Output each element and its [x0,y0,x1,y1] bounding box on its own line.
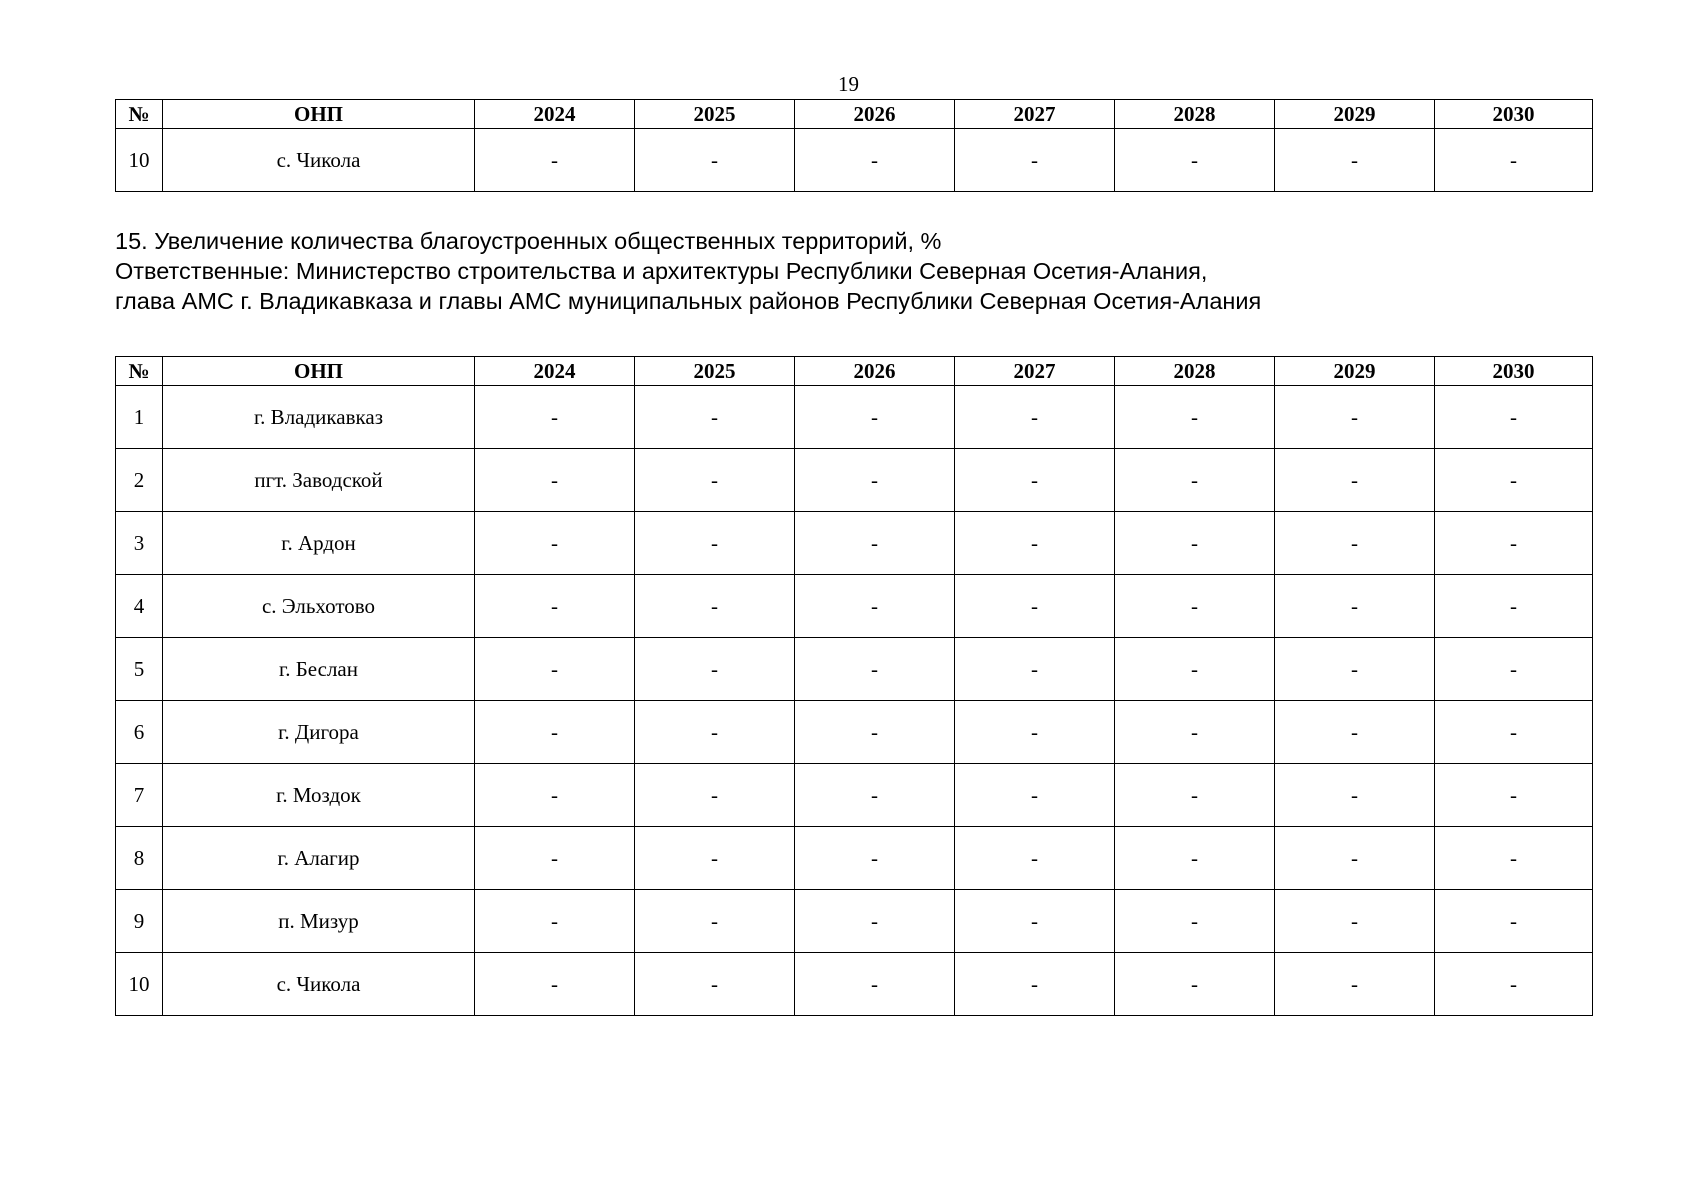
header-year: 2027 [955,100,1115,129]
row-number: 1 [116,386,163,449]
header-num: № [116,357,163,386]
year-value: - [1275,512,1435,575]
year-value: - [795,701,955,764]
year-value: - [1435,638,1593,701]
page-number: 19 [838,72,859,96]
year-value: - [955,638,1115,701]
year-value: - [795,953,955,1016]
year-value: - [955,575,1115,638]
year-value: - [1435,386,1593,449]
header-year: 2029 [1275,100,1435,129]
year-value: - [635,701,795,764]
year-value: - [475,827,635,890]
year-value: - [1275,638,1435,701]
responsible-line-2: глава АМС г. Владикавказа и главы АМС муниципальных районов Республики Северная Осетия-Алания [115,288,1262,314]
row-number: 8 [116,827,163,890]
header-year: 2027 [955,357,1115,386]
section-title: 15. Увеличение количества благоустроенных общественных территорий, % [115,228,942,254]
table-row [116,575,1593,638]
year-value: - [795,827,955,890]
table-header-row [116,100,1593,129]
year-value: - [1275,827,1435,890]
year-value: - [475,449,635,512]
year-value: - [795,890,955,953]
settlement-name: г. Ардон [163,512,475,575]
table-row [116,764,1593,827]
year-value: - [1435,701,1593,764]
year-value: - [635,449,795,512]
top-table [115,99,1593,192]
table-row [116,701,1593,764]
settlement-name: г. Моздок [163,764,475,827]
row-number: 5 [116,638,163,701]
header-year: 2028 [1115,357,1275,386]
settlement-name: г. Алагир [163,827,475,890]
year-value: - [1435,129,1593,192]
year-value: - [1275,764,1435,827]
top-table-body [116,129,1593,192]
table-row [116,512,1593,575]
main-table [115,356,1593,1016]
settlement-name: с. Эльхотово [163,575,475,638]
row-number: 10 [116,953,163,1016]
settlement-name: с. Чикола [163,953,475,1016]
year-value: - [475,575,635,638]
year-value: - [1435,890,1593,953]
row-number: 9 [116,890,163,953]
table-row [116,386,1593,449]
year-value: - [1115,129,1275,192]
header-year: 2028 [1115,100,1275,129]
year-value: - [475,890,635,953]
year-value: - [955,953,1115,1016]
header-num: № [116,100,163,129]
header-year: 2026 [795,357,955,386]
year-value: - [795,638,955,701]
row-number: 3 [116,512,163,575]
year-value: - [475,129,635,192]
table-row [116,890,1593,953]
year-value: - [1115,827,1275,890]
year-value: - [1115,764,1275,827]
header-year: 2030 [1435,357,1593,386]
year-value: - [1275,575,1435,638]
year-value: - [1275,890,1435,953]
year-value: - [1435,827,1593,890]
year-value: - [475,701,635,764]
table-header-row [116,357,1593,386]
year-value: - [1115,890,1275,953]
year-value: - [475,764,635,827]
year-value: - [1435,764,1593,827]
header-onp: ОНП [163,357,475,386]
year-value: - [795,129,955,192]
year-value: - [955,449,1115,512]
year-value: - [1275,953,1435,1016]
table-row [116,129,1593,192]
header-year: 2025 [635,357,795,386]
year-value: - [955,129,1115,192]
main-table-body [116,386,1593,1016]
row-number: 10 [116,129,163,192]
year-value: - [635,129,795,192]
year-value: - [1115,638,1275,701]
year-value: - [1435,449,1593,512]
year-value: - [955,512,1115,575]
year-value: - [475,386,635,449]
header-year: 2024 [475,100,635,129]
section-heading [115,226,1261,316]
settlement-name: пгт. Заводской [163,449,475,512]
year-value: - [1275,386,1435,449]
settlement-name: г. Беслан [163,638,475,701]
year-value: - [955,890,1115,953]
year-value: - [1115,449,1275,512]
year-value: - [1115,386,1275,449]
year-value: - [795,764,955,827]
year-value: - [955,827,1115,890]
year-value: - [475,953,635,1016]
year-value: - [1115,701,1275,764]
settlement-name: г. Владикавказ [163,386,475,449]
year-value: - [1275,701,1435,764]
year-value: - [1115,953,1275,1016]
year-value: - [635,764,795,827]
header-year: 2026 [795,100,955,129]
header-year: 2030 [1435,100,1593,129]
year-value: - [635,953,795,1016]
header-year: 2024 [475,357,635,386]
year-value: - [635,890,795,953]
table-row [116,827,1593,890]
header-year: 2025 [635,100,795,129]
year-value: - [955,701,1115,764]
year-value: - [1275,449,1435,512]
year-value: - [955,386,1115,449]
year-value: - [475,638,635,701]
year-value: - [635,827,795,890]
year-value: - [1435,953,1593,1016]
year-value: - [1435,512,1593,575]
year-value: - [1435,575,1593,638]
table-row [116,449,1593,512]
settlement-name: с. Чикола [163,129,475,192]
row-number: 2 [116,449,163,512]
row-number: 6 [116,701,163,764]
year-value: - [795,386,955,449]
year-value: - [955,764,1115,827]
year-value: - [1115,575,1275,638]
settlement-name: п. Мизур [163,890,475,953]
year-value: - [635,512,795,575]
header-onp: ОНП [163,100,475,129]
year-value: - [795,512,955,575]
year-value: - [475,512,635,575]
settlement-name: г. Дигора [163,701,475,764]
year-value: - [1275,129,1435,192]
year-value: - [635,638,795,701]
year-value: - [1115,512,1275,575]
header-year: 2029 [1275,357,1435,386]
row-number: 7 [116,764,163,827]
year-value: - [635,575,795,638]
responsible-line-1: Ответственные: Министерство строительства и архитектуры Республики Северная Осетия-Алания, [115,258,1208,284]
table-row [116,953,1593,1016]
row-number: 4 [116,575,163,638]
table-row [116,638,1593,701]
year-value: - [795,575,955,638]
year-value: - [795,449,955,512]
year-value: - [635,386,795,449]
